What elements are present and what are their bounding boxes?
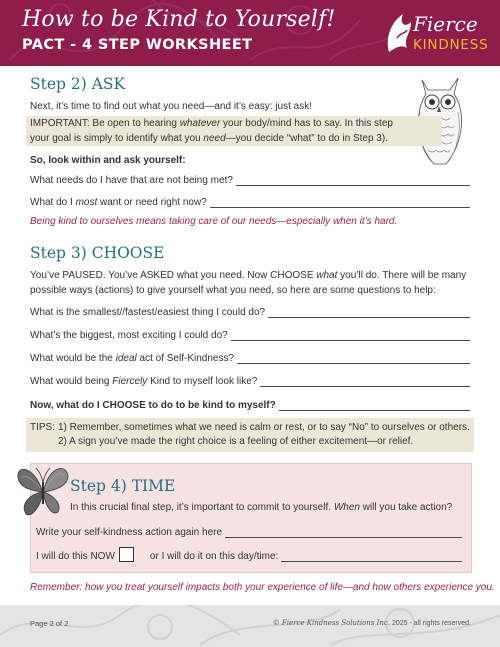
butterfly-illustration-icon (14, 460, 72, 520)
logo-word-fierce: Fierce (413, 12, 478, 36)
step4-intro: In this crucial final step, it’s important to commit to yourself. When will you take action? (70, 502, 453, 513)
step3-question-5: Now, what do I CHOOSE to do to be kind to myself? (30, 397, 470, 411)
tips-box (26, 418, 474, 452)
step3-question-1: What is the smallest//fastest/easiest thing I could do? (30, 304, 470, 318)
step2-note: Being kind to ourselves means taking care of our needs—especially when it’s hard. (30, 216, 398, 227)
tips-label: TIPS: (30, 422, 56, 433)
logo-word-kindness: KINDNESS (413, 37, 489, 53)
page-number: Page 2 of 2 (30, 619, 69, 628)
answer-line[interactable] (236, 176, 470, 186)
worksheet-subtitle: PACT - 4 STEP WORKSHEET (22, 37, 253, 53)
logo-mark-icon (383, 8, 417, 60)
important-line-2: your goal is simply to identify what you need—you decide “what” to do in Step 3). (30, 133, 388, 144)
step3-question-3: What would be the ideal act of Self-Kindness? (30, 350, 470, 364)
write-action-again: Write your self-kindness action again here (36, 524, 462, 538)
answer-line[interactable] (260, 377, 470, 387)
answer-line[interactable] (210, 198, 470, 208)
step3-heading: Step 3) CHOOSE (30, 244, 165, 262)
footer (0, 605, 500, 647)
answer-line[interactable] (281, 552, 462, 562)
do-now-checkbox[interactable] (119, 547, 134, 562)
fierce-kindness-logo (383, 8, 488, 60)
step2-question-2: What do I most want or need right now? (30, 194, 470, 208)
answer-line[interactable] (225, 528, 462, 538)
copyright-notice: © Fierce Kindness Solutions Inc. 2025 - all rights reserved. (272, 619, 471, 627)
step3-question-4: What would being Fiercely Kind to myself look like? (30, 373, 470, 387)
step3-paragraph-line-1: You’ve PAUSED. You’ve ASKED what you need. Now CHOOSE what you’ll do. There will be many (30, 270, 467, 281)
header-banner (0, 0, 500, 66)
closing-note: Remember: how you treat yourself impacts both your experience of life—and how others experience you. (30, 582, 495, 593)
worksheet-title: How to be Kind to Yourself! (22, 7, 336, 32)
answer-line[interactable] (268, 308, 470, 318)
step4-heading: Step 4) TIME (70, 477, 176, 495)
look-within-prompt: So, look within and ask yourself: (30, 155, 186, 166)
tip-1: 1) Remember, sometimes what we need is calm or rest, or to say “No” to ourselves or others. (58, 422, 470, 433)
tip-2: 2) A sign you’ve made the right choice is a feeling of either excitement—or relief. (58, 436, 414, 447)
answer-line[interactable] (237, 354, 470, 364)
answer-line[interactable] (279, 401, 470, 411)
step2-heading: Step 2) ASK (30, 75, 126, 93)
step2-question-1: What needs do I have that are not being met? (30, 172, 470, 186)
important-line-1: IMPORTANT: Be open to hearing whatever your body/mind has to say. In this step (30, 118, 393, 129)
step3-paragraph-line-2: possible ways (actions) to give yourself what you need, so here are some questions to help: (30, 285, 436, 296)
step3-question-2: What’s the biggest, most exciting I could do? (30, 327, 470, 341)
step2-intro: Next, it’s time to find out what you need—and it’s easy: just ask! (30, 101, 312, 112)
answer-line[interactable] (231, 331, 470, 341)
timing-row: I will do this NOW or I will do it on this day/time: (36, 548, 462, 562)
